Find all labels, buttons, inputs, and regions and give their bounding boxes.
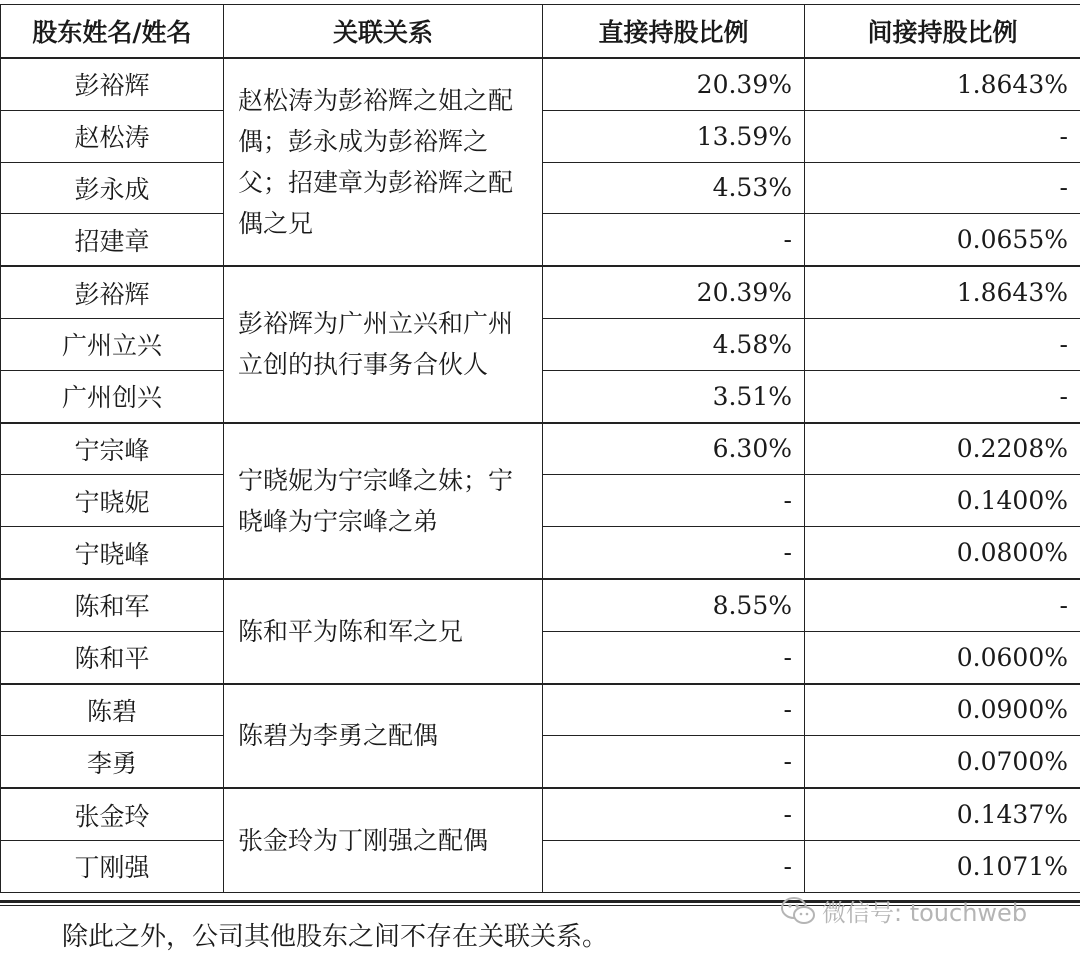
indirect-ratio: 0.1400% bbox=[805, 475, 1080, 527]
indirect-ratio: - bbox=[805, 110, 1080, 162]
indirect-ratio: - bbox=[805, 318, 1080, 370]
direct-ratio: - bbox=[543, 475, 805, 527]
shareholder-table bbox=[0, 4, 1080, 893]
direct-ratio: 13.59% bbox=[543, 110, 805, 162]
indirect-ratio: 1.8643% bbox=[805, 58, 1080, 110]
indirect-ratio: - bbox=[805, 162, 1080, 214]
shareholder-name: 丁刚强 bbox=[1, 840, 224, 892]
direct-ratio: - bbox=[543, 736, 805, 788]
shareholder-name: 彭裕辉 bbox=[1, 266, 224, 318]
shareholder-name: 宁宗峰 bbox=[1, 423, 224, 475]
table-row bbox=[1, 266, 1080, 318]
direct-ratio: 3.51% bbox=[543, 370, 805, 422]
indirect-ratio: 0.0700% bbox=[805, 736, 1080, 788]
header-indirect: 间接持股比例 bbox=[805, 5, 1080, 59]
table-row bbox=[1, 684, 1080, 736]
direct-ratio: 20.39% bbox=[543, 58, 805, 110]
shareholder-name: 陈碧 bbox=[1, 684, 224, 736]
relation-cell: 宁晓妮为宁宗峰之妹；宁晓峰为宁宗峰之弟 bbox=[224, 423, 543, 579]
shareholder-name: 陈和军 bbox=[1, 579, 224, 631]
shareholder-name: 陈和平 bbox=[1, 631, 224, 683]
relation-cell: 彭裕辉为广州立兴和广州立创的执行事务合伙人 bbox=[224, 266, 543, 422]
table-row bbox=[1, 579, 1080, 631]
wechat-icon bbox=[780, 896, 816, 926]
indirect-ratio: 0.0655% bbox=[805, 214, 1080, 266]
shareholder-name: 广州立兴 bbox=[1, 318, 224, 370]
watermark-text: 微信号: touchweb bbox=[822, 899, 1028, 927]
header-direct: 直接持股比例 bbox=[543, 5, 805, 59]
shareholder-name: 彭永成 bbox=[1, 162, 224, 214]
relation-cell: 张金玲为丁刚强之配偶 bbox=[224, 788, 543, 892]
header-relation: 关联关系 bbox=[224, 5, 543, 59]
relation-cell: 陈和平为陈和军之兄 bbox=[224, 579, 543, 684]
table-row bbox=[1, 788, 1080, 840]
header-row bbox=[1, 5, 1080, 59]
watermark bbox=[780, 893, 1027, 928]
table-body bbox=[1, 58, 1080, 892]
shareholder-name: 李勇 bbox=[1, 736, 224, 788]
shareholder-name: 赵松涛 bbox=[1, 110, 224, 162]
direct-ratio: - bbox=[543, 527, 805, 579]
relation-cell: 陈碧为李勇之配偶 bbox=[224, 684, 543, 789]
indirect-ratio: 0.1437% bbox=[805, 788, 1080, 840]
direct-ratio: - bbox=[543, 840, 805, 892]
direct-ratio: 6.30% bbox=[543, 423, 805, 475]
direct-ratio: - bbox=[543, 684, 805, 736]
indirect-ratio: 0.0800% bbox=[805, 527, 1080, 579]
indirect-ratio: - bbox=[805, 370, 1080, 422]
shareholder-name: 彭裕辉 bbox=[1, 58, 224, 110]
table-row bbox=[1, 423, 1080, 475]
footnote: 除此之外，公司其他股东之间不存在关联关系。 bbox=[62, 922, 609, 952]
indirect-ratio: 0.0600% bbox=[805, 631, 1080, 683]
shareholder-name: 招建章 bbox=[1, 214, 224, 266]
relation-cell: 赵松涛为彭裕辉之姐之配偶；彭永成为彭裕辉之父；招建章为彭裕辉之配偶之兄 bbox=[224, 58, 543, 266]
shareholder-name: 张金玲 bbox=[1, 788, 224, 840]
header-name: 股东姓名/姓名 bbox=[1, 5, 224, 59]
indirect-ratio: 0.1071% bbox=[805, 840, 1080, 892]
direct-ratio: 4.53% bbox=[543, 162, 805, 214]
direct-ratio: - bbox=[543, 631, 805, 683]
table-row bbox=[1, 58, 1080, 110]
shareholder-name: 宁晓妮 bbox=[1, 475, 224, 527]
shareholder-name: 广州创兴 bbox=[1, 370, 224, 422]
indirect-ratio: - bbox=[805, 579, 1080, 631]
indirect-ratio: 1.8643% bbox=[805, 266, 1080, 318]
shareholder-name: 宁晓峰 bbox=[1, 527, 224, 579]
direct-ratio: 20.39% bbox=[543, 266, 805, 318]
indirect-ratio: 0.2208% bbox=[805, 423, 1080, 475]
indirect-ratio: 0.0900% bbox=[805, 684, 1080, 736]
direct-ratio: - bbox=[543, 788, 805, 840]
direct-ratio: 4.58% bbox=[543, 318, 805, 370]
direct-ratio: - bbox=[543, 214, 805, 266]
direct-ratio: 8.55% bbox=[543, 579, 805, 631]
